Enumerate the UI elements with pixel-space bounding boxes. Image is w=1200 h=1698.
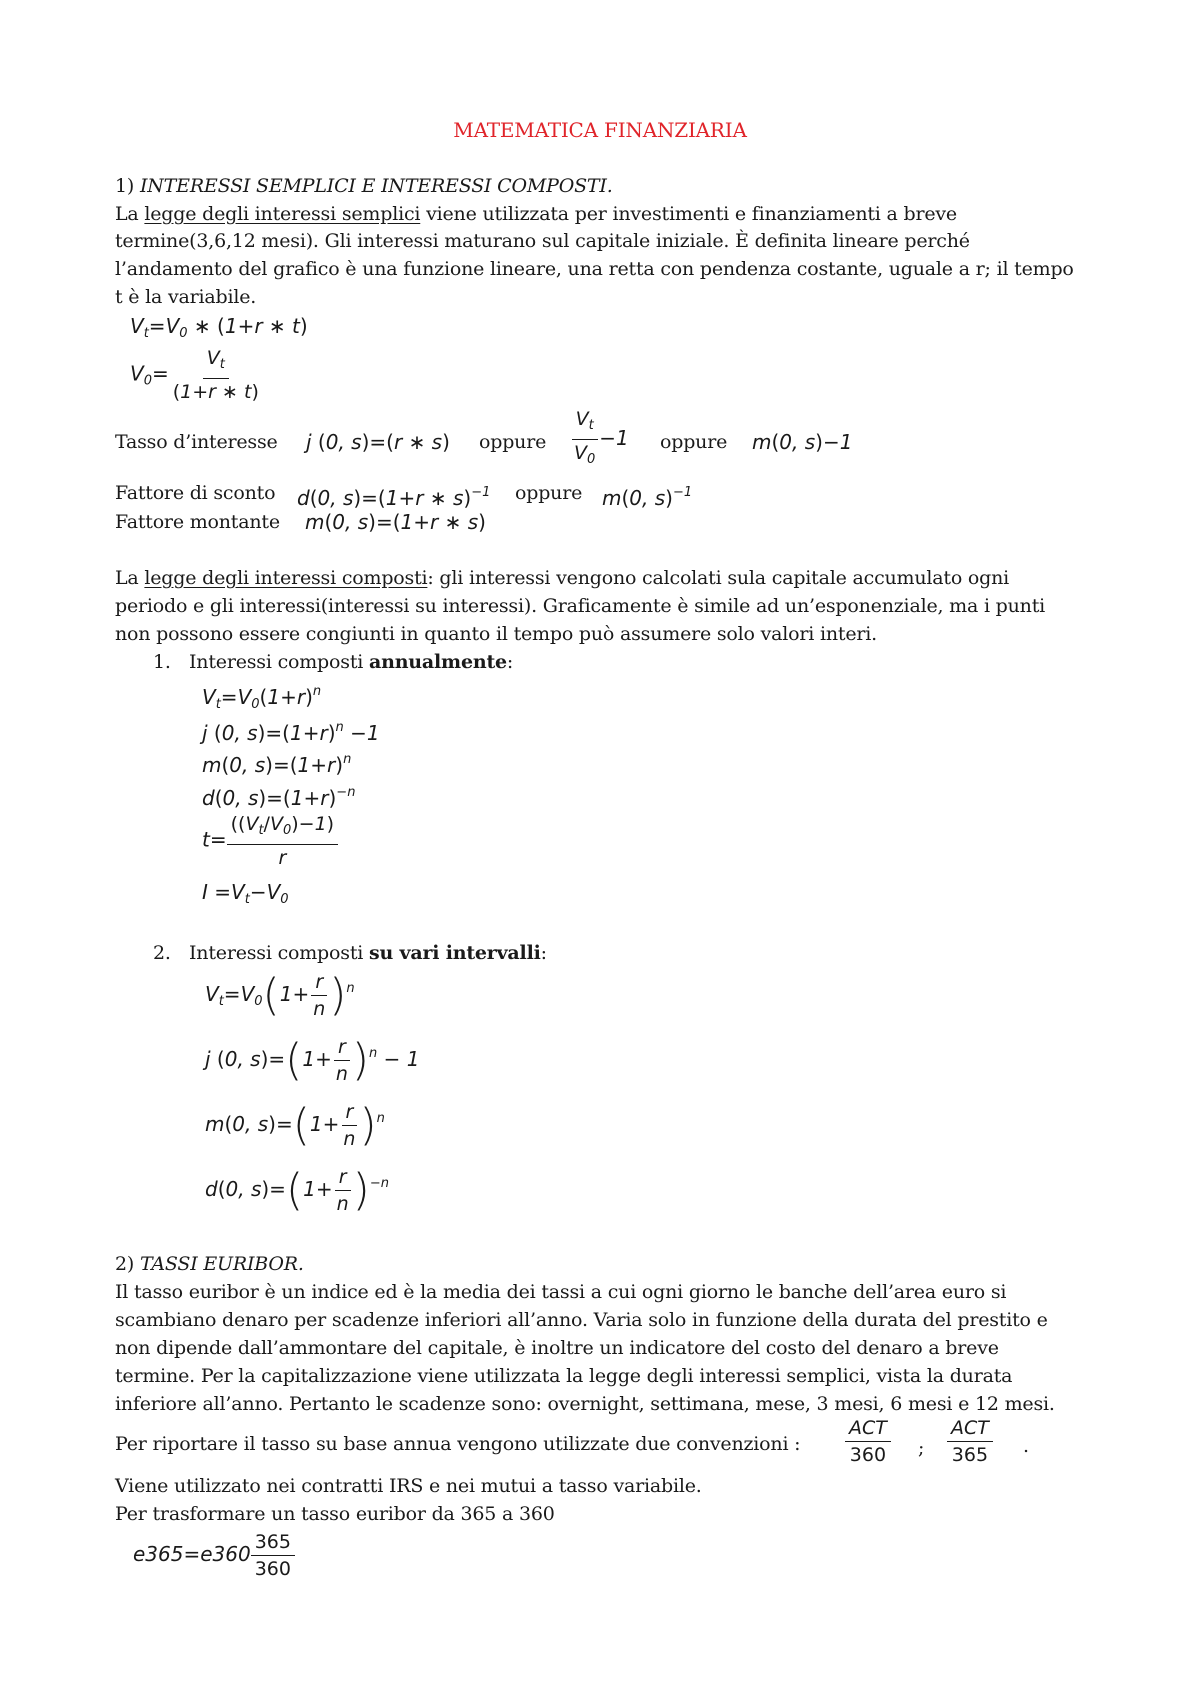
oppure-label: oppure xyxy=(660,431,728,453)
tasso-row xyxy=(115,428,278,456)
underlined-term: legge degli interessi semplici xyxy=(144,203,421,225)
paragraph-line: periodo e gli interessi(interessi su interessi). Graficamente è simile ad un’esponenziale, ma i punti xyxy=(115,595,1046,617)
formula-montante: m(0, s)=(1+r ∗ s) xyxy=(305,510,486,534)
document-title: MATEMATICA FINANZIARIA xyxy=(453,118,747,142)
section-2-title: TASSI EURIBOR. xyxy=(139,1253,304,1275)
text-span: Interessi composti xyxy=(189,942,369,964)
section-1-number: 1) xyxy=(115,175,140,197)
paragraph-line: termine. Per la capitalizzazione viene utilizzata la legge degli interessi semplici, vista la durata xyxy=(115,1365,1013,1387)
formula-m-intervals: m(0, s)=(1+ $\frac{r}{n}$ )$^n$ xyxy=(205,1099,385,1151)
underlined-term: legge degli interessi composti xyxy=(144,567,428,589)
formula-j-annual: j (0, $s)=(1+r)^n -1$ xyxy=(202,720,380,745)
text-span: : gli interessi vengono calcolati sula capitale accumulato ogni xyxy=(427,567,1010,589)
list-item-1-number: 1. xyxy=(153,651,171,673)
paragraph-line: t è la variabile. xyxy=(115,286,257,308)
formula-d-intervals: d(0, s)=(1+ $\frac{r}{n}$ )$^{-n}$ xyxy=(205,1164,389,1216)
list-item-1-label xyxy=(189,648,513,676)
section-2-heading xyxy=(115,1250,304,1278)
denominator: 360 xyxy=(849,1444,887,1466)
paragraph-line xyxy=(115,564,1009,592)
bold-term: annualmente xyxy=(368,651,507,673)
montante-label: Fattore montante xyxy=(115,511,280,533)
paragraph-line: Viene utilizzato nei contratti IRS e nei mutui a tasso variabile. xyxy=(115,1475,702,1497)
paragraph-line: l’andamento del grafico è una funzione lineare, una retta con pendenza costante, uguale a r; il tempo xyxy=(115,258,1074,280)
oppure-label: oppure xyxy=(515,482,583,504)
numerator: ACT xyxy=(947,1416,993,1442)
formula-lhs: e365=e360 xyxy=(133,1542,251,1566)
section-2-number: 2) xyxy=(115,1253,140,1275)
formula-j-intervals: j (0, s)=(1+ $\frac{r}{n}$ )$^n$ − 1 xyxy=(205,1034,420,1086)
paragraph-line: inferiore all’anno. Pertanto le scadenze sono: overnight, settimana, mese, 3 mesi, 6 mesi e 12 mesi. xyxy=(115,1393,1055,1415)
formula-sconto-m: m(0, s)$^{-1}$ xyxy=(602,485,693,510)
text-span: La xyxy=(115,203,145,225)
separator-semicolon: ; xyxy=(918,1437,925,1459)
paragraph-line: scambiano denaro per scadenze inferiori all’anno. Varia solo in funzione della durata del prestito e xyxy=(115,1309,1048,1331)
paragraph-line: non dipende dall’ammontare del capitale, è inoltre un indicatore del costo del denaro a breve xyxy=(115,1337,999,1359)
oppure-label: oppure xyxy=(479,431,547,453)
conventions-text: Per riportare il tasso su base annua vengono utilizzate due convenzioni : xyxy=(115,1433,801,1455)
tasso-label: Tasso d’interesse xyxy=(115,431,278,453)
formula-vt-intervals: $V_t=V_0(1+$ $\frac{r}{n}$ )$^n$ xyxy=(205,969,355,1021)
formula-sconto: d(0, s)=(1+r ∗ s)$^{-1}$ xyxy=(297,485,491,510)
text-span: La xyxy=(115,567,145,589)
formula-euribor-conversion xyxy=(133,1530,295,1581)
list-item-2-label xyxy=(189,939,547,967)
list-item-2-number: 2. xyxy=(153,942,171,964)
text-span: : xyxy=(540,942,547,964)
text-span: Interessi composti xyxy=(189,651,369,673)
paragraph-line: termine(3,6,12 mesi). Gli interessi maturano sul capitale iniziale. È definita lineare perché xyxy=(115,230,970,252)
section-1-title: INTERESSI SEMPLICI E INTERESSI COMPOSTI. xyxy=(139,175,613,197)
sconto-label: Fattore di sconto xyxy=(115,482,276,504)
formula-d-annual: d(0, $s)=(1+r)^{-n}$ xyxy=(202,785,356,810)
paragraph-line: Per trasformare un tasso euribor da 365 a 360 xyxy=(115,1503,555,1525)
text-span: viene utilizzata per investimenti e finanziamenti a breve xyxy=(420,203,957,225)
formula-act-360 xyxy=(845,1416,891,1467)
formula-act-365 xyxy=(947,1416,993,1467)
formula-vt-simple: $V_t=V_0$ ∗ (1+r ∗ t) xyxy=(130,314,308,341)
section-1-heading xyxy=(115,172,613,200)
numerator: ACT xyxy=(845,1416,891,1442)
paragraph-line: non possono essere congiunti in quanto il tempo può assumere solo valori interi. xyxy=(115,623,877,645)
separator-period: . xyxy=(1023,1435,1029,1457)
formula-tasso: j (0, s)=(r ∗ s) xyxy=(306,430,450,454)
numerator: 365 xyxy=(251,1530,295,1556)
formula-t-annual: t= $\frac{((V_t/V_0)-1)}{r}$ xyxy=(202,812,338,870)
bold-term: su vari intervalli xyxy=(368,942,541,964)
formula-vt-annual: $V_t=V_0(1+r)^n$ xyxy=(202,684,322,712)
formula-v0-simple: $V_0=$ $\frac{V_t}{(1+r ∗ t)}$ xyxy=(130,347,259,403)
formula-m-annual: m(0, $s)=(1+r)^n$ xyxy=(202,752,352,777)
text-span: : xyxy=(506,651,514,673)
formula-tasso-m: m(0, s)−1 xyxy=(752,430,853,454)
denominator: 360 xyxy=(254,1558,291,1580)
denominator: 365 xyxy=(951,1444,989,1466)
formula-i-annual: $I =V_t-V_0$ xyxy=(202,880,289,907)
formula-tasso-ratio: $\frac{V_t}{V_0}$ −1 xyxy=(570,407,629,472)
paragraph-line: Il tasso euribor è un indice ed è la media dei tassi a cui ogni giorno le banche dell’area euro si xyxy=(115,1281,1007,1303)
paragraph-line xyxy=(115,200,957,228)
